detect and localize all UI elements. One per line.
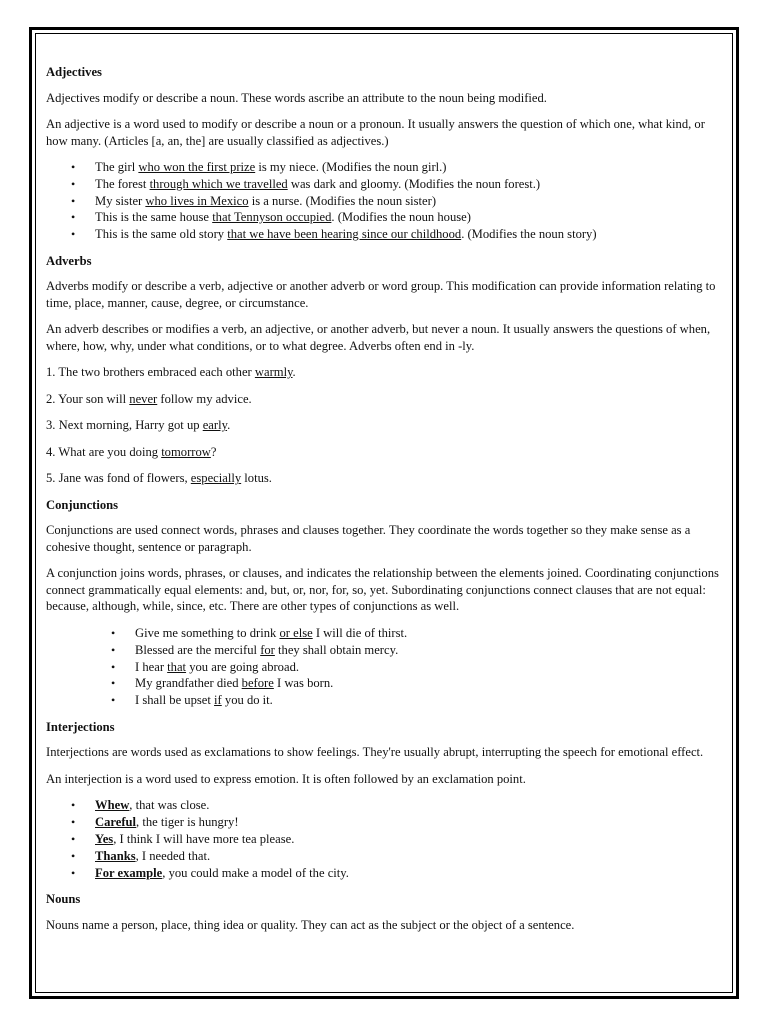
- adverb-example-4: 4. What are you doing tomorrow?: [46, 444, 217, 459]
- interjections-explanation: An interjection is a word used to express emotion. It is often followed by an exclamation point.: [46, 771, 526, 786]
- interjections-examples: [46, 797, 726, 881]
- heading-interjections: Interjections: [46, 719, 115, 734]
- conjunctions-explanation: A conjunction joins words, phrases, or clauses, and indicates the relationship between the elements joined. Coordinating conjunctions connect grammatically equal elements: and, but, or, nor, for, so, yet. Subordinating conjunctions connect clauses that are not equal: because, although, while, since, etc. There are other types of conjunctions as well.: [46, 566, 719, 614]
- list-item: • I shall be upset if you do it.: [46, 692, 726, 709]
- list-item: • Thanks, I needed that.: [46, 848, 726, 865]
- adverbs-definition: Adverbs modify or describe a verb, adjective or another adverb or word group. This modification can provide information relating to time, place, manner, cause, degree, or circumstance.: [46, 279, 716, 310]
- list-item: • Careful, the tiger is hungry!: [46, 814, 726, 831]
- adverb-example-3: 3. Next morning, Harry got up early.: [46, 418, 231, 433]
- list-item: • Yes, I think I will have more tea please.: [46, 831, 726, 848]
- adverbs-explanation: An adverb describes or modifies a verb, an adjective, or another adverb, but never a noun. It usually answers the questions of when, where, how, why, under what conditions, or to what degree. Adverbs often end in -ly.: [46, 322, 711, 353]
- nouns-definition: Nouns name a person, place, thing idea or quality. They can act as the subject or the object of a sentence.: [46, 917, 575, 932]
- heading-adjectives: Adjectives: [46, 65, 102, 79]
- conjunctions-examples: [46, 625, 726, 709]
- adverb-example-2: 2. Your son will never follow my advice.: [46, 391, 252, 406]
- adjectives-examples: [46, 159, 726, 243]
- adverb-example-1: 1. The two brothers embraced each other warmly.: [46, 365, 296, 380]
- list-item: • The girl who won the first prize is my niece. (Modifies the noun girl.): [46, 159, 726, 176]
- list-item: • This is the same old story that we have been hearing since our childhood. (Modifies the noun story): [46, 226, 726, 243]
- list-item: • Give me something to drink or else I will die of thirst.: [46, 625, 726, 642]
- list-item: • My grandfather died before I was born.: [46, 675, 726, 692]
- adverb-example-5: 5. Jane was fond of flowers, especially lotus.: [46, 471, 272, 486]
- list-item: • My sister who lives in Mexico is a nurse. (Modifies the noun sister): [46, 193, 726, 210]
- list-item: • The forest through which we travelled was dark and gloomy. (Modifies the noun forest.): [46, 176, 726, 193]
- heading-adverbs: Adverbs: [46, 253, 92, 268]
- adjectives-explanation: An adjective is a word used to modify or describe a noun or a pronoun. It usually answers the question of which one, what kind, or how many. (Articles [a, an, the] are usually classified as adjectives.): [46, 117, 705, 148]
- document-body: [46, 64, 726, 943]
- interjections-definition: Interjections are words used as exclamations to show feelings. They're usually abrupt, interrupting the speech for emotional effect.: [46, 745, 704, 760]
- list-item: • Blessed are the merciful for they shall obtain mercy.: [46, 642, 726, 659]
- heading-conjunctions: Conjunctions: [46, 497, 119, 512]
- list-item: • Whew, that was close.: [46, 797, 726, 814]
- list-item: • For example, you could make a model of the city.: [46, 865, 726, 882]
- adjectives-definition: Adjectives modify or describe a noun. These words ascribe an attribute to the noun being modified.: [46, 90, 547, 105]
- heading-nouns: Nouns: [46, 892, 81, 907]
- conjunctions-definition: Conjunctions are used connect words, phrases and clauses together. They coordinate the words together so they make sense as a cohesive thought, sentence or paragraph.: [46, 523, 691, 554]
- list-item: • This is the same house that Tennyson occupied. (Modifies the noun house): [46, 209, 726, 226]
- list-item: • I hear that you are going abroad.: [46, 659, 726, 676]
